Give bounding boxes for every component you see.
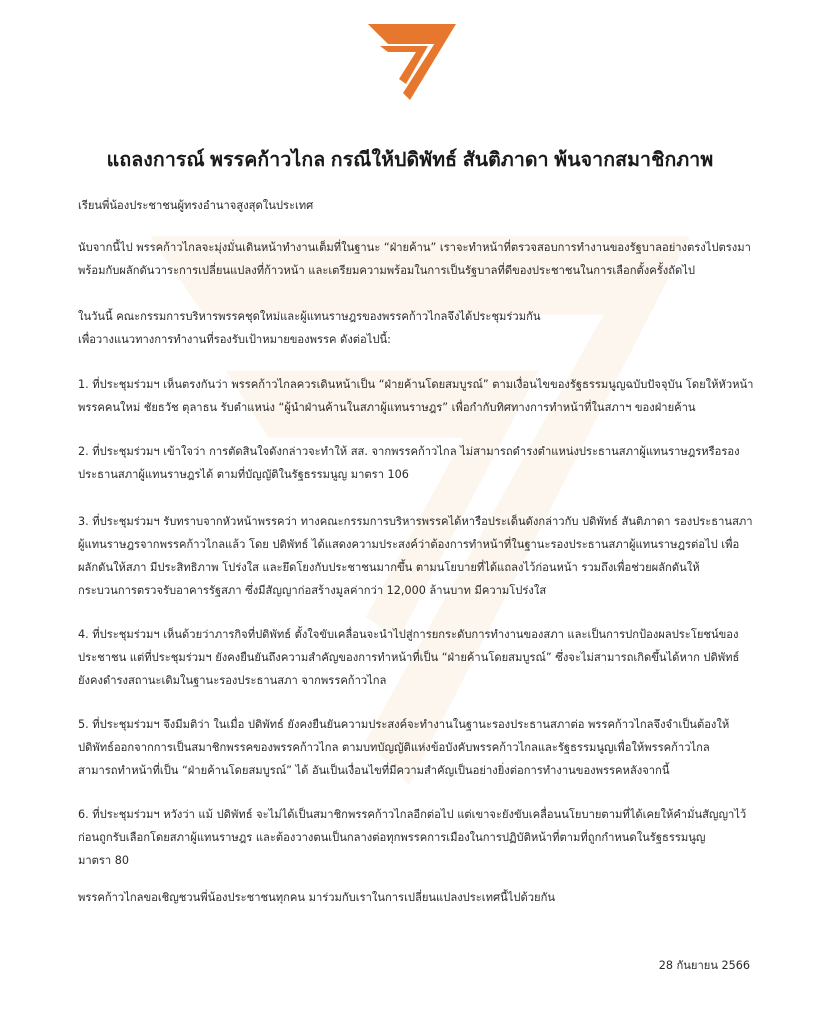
paragraph-line: ประชาชน แต่ที่ประชุมร่วมฯ ยังคงยืนยันถึงความสำคัญของการทำหน้าที่เป็น “ฝ่ายค้านโดยสมบูรณ์” ซึ่งจะไม่สามารถเกิดขึ้นได้หาก ปดิพัทธ์ [78, 651, 740, 664]
point-2 [78, 440, 758, 486]
paragraph-line: กระบวนการตรวจรับอาคารรัฐสภา ซึ่งมีสัญญาก่อสร้างมูลค่ากว่า 12,000 ล้านบาท มีความโปร่งใส [78, 584, 547, 597]
paragraph-line: 4. ที่ประชุมร่วมฯ เห็นด้วยว่าภารกิจที่ปดิพัทธ์ ตั้งใจขับเคลื่อนจะนำไปสู่การยกระดับการทำงานของสภา และเป็นการปกป้องผลประโยชน์ของ [78, 628, 739, 641]
salutation [78, 194, 758, 217]
salutation-text: เรียนพี่น้องประชาชนผู้ทรงอำนาจสูงสุดในประเทศ [78, 199, 314, 212]
paragraph-line: มาตรา 80 [78, 854, 130, 867]
move-forward-party-logo-icon [366, 22, 458, 102]
paragraph-line: พร้อมกับผลักดันวาระการเปลี่ยนแปลงที่ก้าวหน้า และเตรียมความพร้อมในการเป็นรัฐบาลที่ดีของประชาชนในการเลือกตั้งครั้งถัดไป [78, 264, 695, 277]
point-4 [78, 623, 758, 692]
paragraph-line: 5. ที่ประชุมร่วมฯ จึงมีมติว่า ในเมื่อ ปดิพัทธ์ ยังคงยืนยันความประสงค์จะทำงานในฐานะรองประธานสภาต่อ พรรคก้าวไกลจึงจำเป็นต้องให้ [78, 718, 730, 731]
intro-paragraph [78, 236, 758, 282]
meeting-paragraph [78, 305, 758, 351]
paragraph-line: ปดิพัทธ์ออกจากการเป็นสมาชิกพรรคของพรรคก้าวไกล ตามบทบัญญัติแห่งข้อบังคับพรรคก้าวไกลและรัฐธรรมนูญเพื่อให้พรรคก้าวไกล [78, 741, 710, 754]
paragraph-line: เพื่อวางแนวทางการทำงานที่รองรับเป้าหมายของพรรค ดังต่อไปนี้: [78, 333, 391, 346]
document-title: แถลงการณ์ พรรคก้าวไกล กรณีให้ปดิพัทธ์ สันติภาดา พ้นจากสมาชิกภาพ [106, 149, 714, 171]
paragraph-line: 1. ที่ประชุมร่วมฯ เห็นตรงกันว่า พรรคก้าวไกลควรเดินหน้าเป็น “ฝ่ายค้านโดยสมบูรณ์” ตามเงื่อนไขของรัฐธรรมนูญฉบับปัจจุบัน โดยให้หัวหน้า [78, 378, 754, 391]
paragraph-line: 6. ที่ประชุมร่วมฯ หวังว่า แม้ ปดิพัทธ์ จะไม่ได้เป็นสมาชิกพรรคก้าวไกลอีกต่อไป แต่เขาจะยังขับเคลื่อนนโยบายตามที่ได้เคยให้คำมั่นสัญญาไว้ [78, 808, 747, 821]
paragraph-line: ก่อนถูกรับเลือกโดยสภาผู้แทนราษฎร และต้องวางตนเป็นกลางต่อทุกพรรคการเมืองในการปฏิบัติหน้าที่ตามที่ถูกกำหนดในรัฐธรรมนูญ [78, 831, 706, 844]
paragraph-line: ยังคงดำรงสถานะเดิมในฐานะรองประธานสภา จากพรรคก้าวไกล [78, 674, 387, 687]
paragraph-line: ในวันนี้ คณะกรรมการบริหารพรรคชุดใหม่และผู้แทนราษฎรของพรรคก้าวไกลจึงได้ประชุมร่วมกัน [78, 310, 541, 323]
closing-paragraph [78, 886, 758, 909]
point-6 [78, 803, 758, 872]
paragraph-line: ผู้แทนราษฎรจากพรรคก้าวไกลแล้ว โดย ปดิพัทธ์ ได้แสดงความประสงค์ว่าต้องการทำหน้าที่ในฐานะรองประธานสภาผู้แทนราษฎรต่อไป เพื่อ [78, 538, 740, 551]
paragraph-line: 2. ที่ประชุมร่วมฯ เข้าใจว่า การตัดสินใจดังกล่าวจะทำให้ สส. จากพรรคก้าวไกล ไม่สามารถดำรงตำแหน่งประธานสภาผู้แทนราษฎรหรือรอง [78, 445, 740, 458]
point-1 [78, 373, 758, 419]
paragraph-line: สามารถทำหน้าที่เป็น “ฝ่ายค้านโดยสมบูรณ์” ได้ อันเป็นเงื่อนไขที่มีความสำคัญเป็นอย่างยิ่งต่อการทำงานของพรรคหลังจากนี้ [78, 764, 670, 777]
paragraph-line: ประธานสภาผู้แทนราษฎรได้ ตามที่บัญญัติในรัฐธรรมนูญ มาตรา 106 [78, 468, 409, 481]
point-3 [78, 510, 758, 602]
point-5 [78, 713, 758, 782]
document-date: 28 กันยายน 2566 [658, 959, 750, 972]
paragraph-line: 3. ที่ประชุมร่วมฯ รับทราบจากหัวหน้าพรรคว่า ทางคณะกรรมการบริหารพรรคได้หารือประเด็นดังกล่าวกับ ปดิพัทธ์ สันติภาดา รองประธานสภา [78, 515, 753, 528]
closing-text: พรรคก้าวไกลขอเชิญชวนพี่น้องประชาชนทุกคน มาร่วมกับเราในการเปลี่ยนแปลงประเทศนี้ไปด้วยกัน [78, 891, 556, 904]
paragraph-line: นับจากนี้ไป พรรคก้าวไกลจะมุ่งมั่นเดินหน้าทำงานเต็มที่ในฐานะ “ฝ่ายค้าน” เราจะทำหน้าที่ตรวจสอบการทำงานของรัฐบาลอย่างตรงไปตรงมา [78, 241, 751, 254]
paragraph-line: พรรคคนใหม่ ชัยธวัช ตุลาธน รับตำแหน่ง “ผู้นำฝ่านค้านในสภาผู้แทนราษฎร” เพื่อกำกับทิศทางการทำหน้าที่ในสภาฯ ของฝ่ายค้าน [78, 401, 696, 414]
paragraph-line: ผลักดันให้สภา มีประสิทธิภาพ โปร่งใส และยึดโยงกับประชาชนมากขึ้น ตามนโยบายที่ได้แถลงไว้ก่อนหน้า รวมถึงเพื่อช่วยผลักดันให้ [78, 561, 700, 574]
